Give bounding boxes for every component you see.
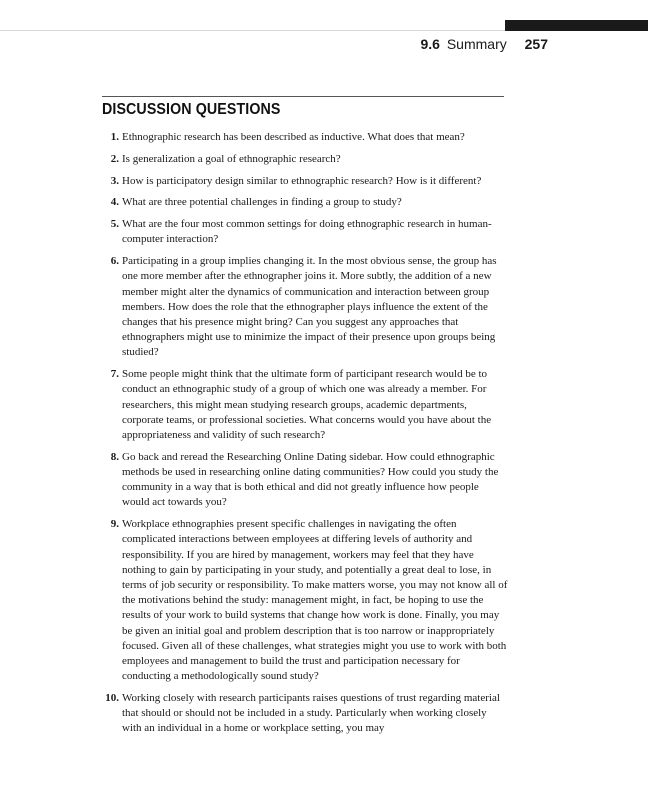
question-item [102, 130, 508, 145]
question-number: 10. [105, 692, 119, 705]
heading-rule [102, 96, 504, 97]
question-number: 8. [110, 450, 119, 463]
question-item [102, 450, 508, 511]
section-heading: DISCUSSION QUESTIONS [102, 101, 281, 118]
question-text: Go back and reread the Researching Online Dating sidebar. How could ethnographic methods be used in researching online dating communities? How could you study the community in a way that is both ethical and did not greatly influence how people would act towards you? [122, 450, 499, 509]
question-item [102, 691, 508, 737]
question-number: 5. [110, 218, 119, 231]
question-item [102, 254, 508, 360]
question-number: 3. [110, 174, 119, 187]
question-list [102, 130, 508, 743]
question-text: What are the four most common settings for doing ethnographic research in human-computer interaction? [122, 218, 492, 246]
question-number: 2. [110, 152, 119, 165]
question-text: What are three potential challenges in finding a group to study? [122, 196, 402, 209]
question-item [102, 517, 508, 684]
question-text: Workplace ethnographies present specific challenges in navigating the often complicated interactions between employees at differing levels of authority and responsibility. If you are hired by management, workers may feel that they have nothing to gain by participating in your study, and potentially a great deal to lose, in terms of job security or responsibility. To make matters worse, you may not know all of the motivations behind the study: management might, in fact, be hoping to use the results of your work to build systems that change how work is done. Finally, you may be given an initial goal and problem description that is too narrow or inappropriately focused. Given all of these challenges, what strategies might you use to work with both employees and management to build the trust and participation necessary for conducting a methodologically sound study? [122, 518, 508, 683]
question-text: Working closely with research participants raises questions of trust regarding material that should or should not be included in a study. Particularly when working closely with an individual in a home or workplace setting, you may [122, 692, 500, 735]
question-number: 7. [110, 368, 119, 381]
question-item [102, 152, 508, 167]
question-number: 4. [110, 196, 119, 209]
running-head [420, 36, 548, 52]
page-number: 257 [524, 36, 548, 52]
question-item [102, 174, 508, 189]
question-item [102, 195, 508, 210]
question-text: How is participatory design similar to ethnographic research? How is it different? [122, 174, 482, 187]
question-text: Is generalization a goal of ethnographic research? [122, 152, 341, 165]
question-item [102, 367, 508, 443]
top-corner-bar [505, 20, 648, 31]
section-title: Summary [446, 36, 507, 52]
question-number: 6. [110, 255, 119, 268]
section-number: 9.6 [420, 36, 440, 52]
question-text: Participating in a group implies changing it. In the most obvious sense, the group has one more member after the ethnographer joins it. More subtly, the addition of a new member might alter the dynamics of communication and interaction between group members. How does the role that the ethnographer plays influence the extent of the changes that his presence might bring? Can you suggest any approaches that ethnographers might use to minimize the impact of their presence upon groups being studied? [122, 255, 497, 359]
question-text: Some people might think that the ultimate form of participant research would be to conduct an ethnographic study of a group of which one was already a member. For researchers, this might mean studying research groups, academic departments, corporate teams, or professional societies. What concerns would you have about the appropriateness and validity of such research? [122, 368, 492, 442]
question-number: 9. [110, 518, 119, 531]
question-text: Ethnographic research has been described as inductive. What does that mean? [122, 131, 465, 143]
question-item [102, 217, 508, 247]
question-number: 1. [110, 131, 119, 143]
